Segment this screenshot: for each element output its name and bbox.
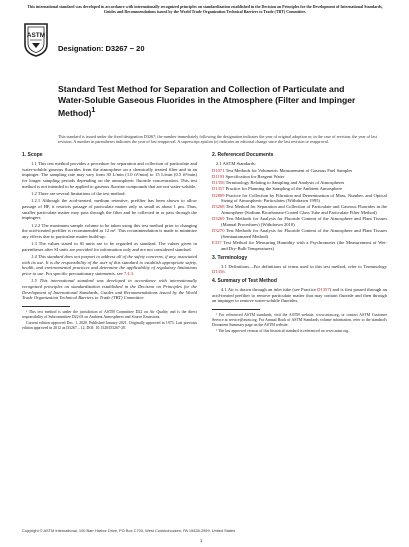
- para-1-1: 1.1 This test method provides a procedure for separation and collection of particulate and water-soluble gaseous fluorides from the atmosphere on a chemically treated filter and in an impinger. The sampling rate may vary from 30 L/min (1.0 ft³/min) to 15 L/min (0.5 ft³/min) for longer sampling periods depending on the atmospheric fluoride concentration. This test method is not intended to be applied to gaseous fluorine compounds that are not water-soluble.: [22, 161, 197, 189]
- reference-item: [212, 186, 387, 192]
- astm-standards-label: 2.1 ASTM Standards:: [216, 161, 256, 166]
- title-text: Standard Test Method for Separation and Collection of Particulate and Water-Soluble Gaseous Fluorides in the Atmosphere (Filter and Impinger Method): [58, 84, 356, 118]
- link-d1356[interactable]: D1356: [212, 269, 225, 275]
- para-1-4: 1.4 This standard does not purport to address all of the safety concerns, if any, associated with its use. It is the responsibility of the user of this standard to establish appropriate safety, health, and environmental practices and determine the applicability of regulatory limitations prior to use. For specific precautionary statements, see 7.4.3.: [22, 254, 197, 277]
- reference-title: Test Methods for Analysis for Fluoride Content of the Atmosphere and Plant Tissues (Manual Procedures) (Withdrawn 2010): [221, 216, 387, 228]
- para-3-1: 3.1 Definitions—For definitions of terms used in this test method, refer to Terminology D1356.: [212, 263, 387, 275]
- section-heading-scope: 1. Scope: [22, 152, 43, 158]
- reference-item: [212, 204, 387, 215]
- reference-list: [212, 168, 387, 252]
- footnote-2: ² For referenced ASTM standards, visit the ASTM website, www.astm.org, or contact ASTM Customer Service at service@astm.org. For Annual Book of ASTM Standards volume information, refer to the standard's Document Summary page on the ASTM website.: [212, 313, 387, 327]
- reference-item: [212, 174, 387, 180]
- reference-code-link[interactable]: D1193: [212, 173, 225, 179]
- reference-title: Test Method for Separation and Collection of Particulate and Gaseous Fluorides in the Atmosphere (Sodium Bicarbonate-Coated Glass Tube and Particulate Filter Method): [221, 204, 387, 216]
- footnote-divider-right: [212, 309, 260, 310]
- summary-text-b: ) and is first passed through an acid-treated prefilter to remove particulate matter that may contain fluoride and then through an impinger to remove water-soluble fluorides.: [212, 286, 387, 304]
- page-number: 1: [200, 538, 203, 543]
- summary-text-a: 4.1 Air is drawn through an inlet tube (see Practice: [221, 286, 316, 292]
- reference-title: Test Methods for Volumetric Measurement of Gaseous Fuel Samples: [225, 167, 353, 173]
- top-note: This international standard was developed in accordance with internationally recognized principles on standardization established in the Decision on Principles for the Development of International Standards, Guides and Recommendations issued by the World Trade Organization Technical Barriers to Trade (TBT) Committee.: [27, 4, 383, 14]
- footnote-1: ¹ This test method is under the jurisdiction of ASTM Committee D22 on Air Quality and is the direct responsibility of Subcommittee D22.03 on Ambient Atmospheres and Source Emissions.: [22, 310, 197, 320]
- para-4-1: [212, 287, 387, 304]
- reference-item: [212, 240, 387, 251]
- safety-statement: 1.4 This standard does not purport to address all of the safety concerns, if any, associated with its use. It is the responsibility of the user of this standard to establish appropriate safety, health, and environmental practices and determine the applicability of regulatory limitations prior to use.: [22, 254, 197, 277]
- reference-item: [212, 180, 387, 186]
- reference-code-link[interactable]: E337: [212, 240, 222, 246]
- reference-item: [212, 228, 387, 239]
- astm-logo-icon: [22, 22, 50, 58]
- reference-item: [212, 193, 387, 204]
- right-column: [212, 152, 387, 336]
- reference-title: Test Methods for Analysis for Fluoride Content of the Atmosphere and Plant Tissues (Semiautomated Method): [221, 228, 387, 239]
- reference-title: Practice for Planning the Sampling of the Ambient Atmosphere: [225, 186, 343, 192]
- title-footnote-mark: 1: [91, 106, 96, 114]
- link-d1357[interactable]: D1357: [317, 286, 330, 292]
- reference-code-link[interactable]: D3269: [212, 216, 225, 222]
- reference-title: Test Method for Measuring Humidity with a Psychrometer (the Measurement of Wet- and Dry-Bulb Temperatures): [221, 240, 387, 251]
- issued-note: This standard is issued under the fixed designation D3267; the number immediately following the designation indicates the year of original adoption or, in the case of revision, the year of last revision. A number in parentheses indicates the year of last reapproval. A superscript epsilon (ε) indicates an editorial change since the last revision or reapproval.: [58, 134, 377, 145]
- section-heading-summary: 4. Summary of Test Method: [212, 277, 277, 284]
- definitions-text: 3.1 Definitions—For definitions of terms used in this test method, refer to Terminology: [221, 263, 387, 269]
- reference-item: [212, 168, 387, 174]
- reference-item: [212, 216, 387, 227]
- reference-title: Specification for Reagent Water: [225, 173, 285, 179]
- section-heading-terminology: 3. Terminology: [212, 254, 248, 261]
- footnote-1-edition: Current edition approved Dec. 1, 2020. Published January 2021. Originally approved in 1973. Last previous edition approved in 2012 as D3267 – 12. DOI: 10.1520/D3267-20.: [22, 321, 197, 331]
- link-7-4-3[interactable]: 7.4.3: [123, 271, 134, 277]
- reference-code-link[interactable]: D3270: [212, 228, 225, 234]
- reference-code-link[interactable]: D1071: [212, 167, 225, 173]
- reference-code-link[interactable]: D1356: [212, 180, 225, 186]
- left-column: [22, 152, 197, 333]
- footnote-divider: [22, 306, 70, 307]
- reference-title: Practice for Collection by Filtration and Determination of Mass, Number, and Optical Sizing of Atmospheric Particulates (Withdrawn 1995): [221, 192, 388, 204]
- designation: Designation: D3267 − 20: [58, 44, 145, 53]
- para-1-3: 1.3 The values stated in SI units are to be regarded as standard. The values given in parentheses after SI units are provided for information only and are not considered standard.: [22, 241, 197, 252]
- reference-code-link[interactable]: D1357: [212, 186, 225, 192]
- para-1-5: 1.5 This international standard was developed in accordance with internationally recognized principles on standardization established in the Decision on Principles for the Development of International Standards, Guides and Recommendations issued by the World Trade Organization Technical Barriers to Trade (TBT) Committee.: [22, 278, 197, 301]
- precaution-text: For specific precautionary statements, see: [45, 271, 123, 277]
- document-title: [58, 84, 358, 118]
- copyright-line: Copyright © ASTM International, 100 Barr Harbor Drive, PO Box C700, West Conshohocken, PA 19428-2959. United States: [22, 528, 236, 533]
- para-1-2: 1.2 There are several limitations of the test method:: [31, 191, 126, 197]
- para-1-2-1: 1.2.1 Although the acid-treated, medium retentive, prefilter has been shown to allow passage of HF, it restricts passage of particulate matter only as small as about 1 µm. Thus, smaller particulate matter may pass through the filter and be collected in or pass through the impingers.: [22, 198, 197, 221]
- reference-title: Terminology Relating to Sampling and Analysis of Atmospheres: [225, 180, 345, 186]
- footnote-3: ³ The last approved version of this historical standard is referenced on www.astm.org.: [216, 329, 350, 334]
- section-heading-referenced-documents: 2. Referenced Documents: [212, 152, 274, 158]
- reference-code-link[interactable]: D2809: [212, 192, 225, 198]
- reference-code-link[interactable]: D3268: [212, 204, 225, 210]
- svg-text:ASTM: ASTM: [26, 32, 46, 39]
- para-1-2-2: 1.2.2 The maximum sample volume to be taken using this test method prior to changing the acid-treated prefilter is recommended as 12 m³. This recommendation is made to minimize any effects due to particulate matter build-up.: [22, 222, 197, 239]
